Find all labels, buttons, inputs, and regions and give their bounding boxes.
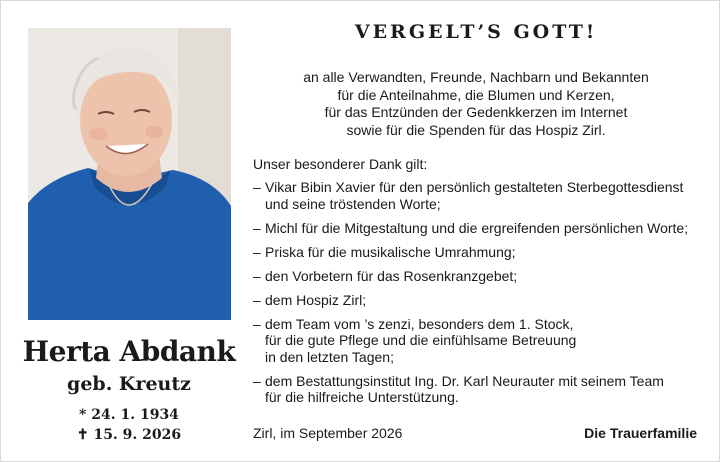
list-item: [253, 316, 703, 366]
dash-marker: –: [253, 243, 261, 260]
list-item-line: den Vorbetern für das Rosenkranzgebet;: [265, 267, 518, 284]
list-item-line: dem Hospiz Zirl;: [265, 291, 367, 308]
dash-marker: –: [253, 267, 261, 284]
dash-marker: –: [253, 291, 261, 308]
dash-marker: –: [253, 372, 261, 389]
list-item: [253, 220, 703, 237]
list-item: [253, 268, 703, 285]
place-and-date: Zirl, im September 2026: [253, 425, 403, 441]
list-item-line: Michl für die Mitgestaltung und die ergreifenden persönlichen Worte;: [265, 219, 689, 236]
signature: Die Trauerfamilie: [584, 425, 697, 441]
deceased-name: Herta Abdank: [22, 335, 236, 368]
dash-marker: –: [253, 315, 261, 332]
notice-title: VERGELT’S GOTT!: [354, 21, 598, 43]
dash-marker: –: [253, 219, 261, 236]
thanks-line: an alle Verwandten, Freunde, Nachbarn und Bekannten: [303, 69, 649, 85]
list-item: [253, 373, 703, 406]
special-thanks-list: [253, 179, 703, 413]
list-item-line: Priska für die musikalische Umrahmung;: [265, 243, 516, 260]
thanks-line: für das Entzünden der Gedenkkerzen im Internet: [324, 104, 628, 120]
portrait-photo: [28, 28, 231, 320]
death-date: ✝ 15. 9. 2026: [76, 427, 182, 443]
list-item-line: Vikar Bibin Xavier für den persönlich gestalteten Sterbegottesdienst: [265, 179, 684, 195]
thanks-paragraph: [251, 69, 701, 139]
thanks-line: für die Anteilnahme, die Blumen und Kerzen,: [337, 86, 615, 103]
dash-marker: –: [253, 179, 261, 195]
birth-date: * 24. 1. 1934: [79, 407, 179, 423]
list-item-line: für die gute Pflege und die einfühlsame Betreuung: [265, 332, 577, 348]
list-item-line: und seine tröstenden Worte;: [265, 195, 441, 212]
birth-name: geb. Kreutz: [67, 373, 191, 395]
list-item: [253, 292, 703, 309]
list-item: [253, 179, 703, 212]
thanks-line: sowie für die Spenden für das Hospiz Zirl.: [346, 121, 606, 138]
list-item-line: dem Team vom ’s zenzi, besonders dem 1. Stock,: [265, 315, 574, 332]
life-dates: [15, 405, 243, 445]
list-item-line: dem Bestattungsinstitut Ing. Dr. Karl Neurauter mit seinem Team: [265, 372, 664, 389]
list-item: [253, 244, 703, 261]
special-thanks-intro: Unser besonderer Dank gilt:: [253, 156, 428, 172]
list-item-line: für die hilfreiche Unterstützung.: [265, 389, 459, 405]
list-item-line: in den letzten Tagen;: [265, 348, 394, 365]
